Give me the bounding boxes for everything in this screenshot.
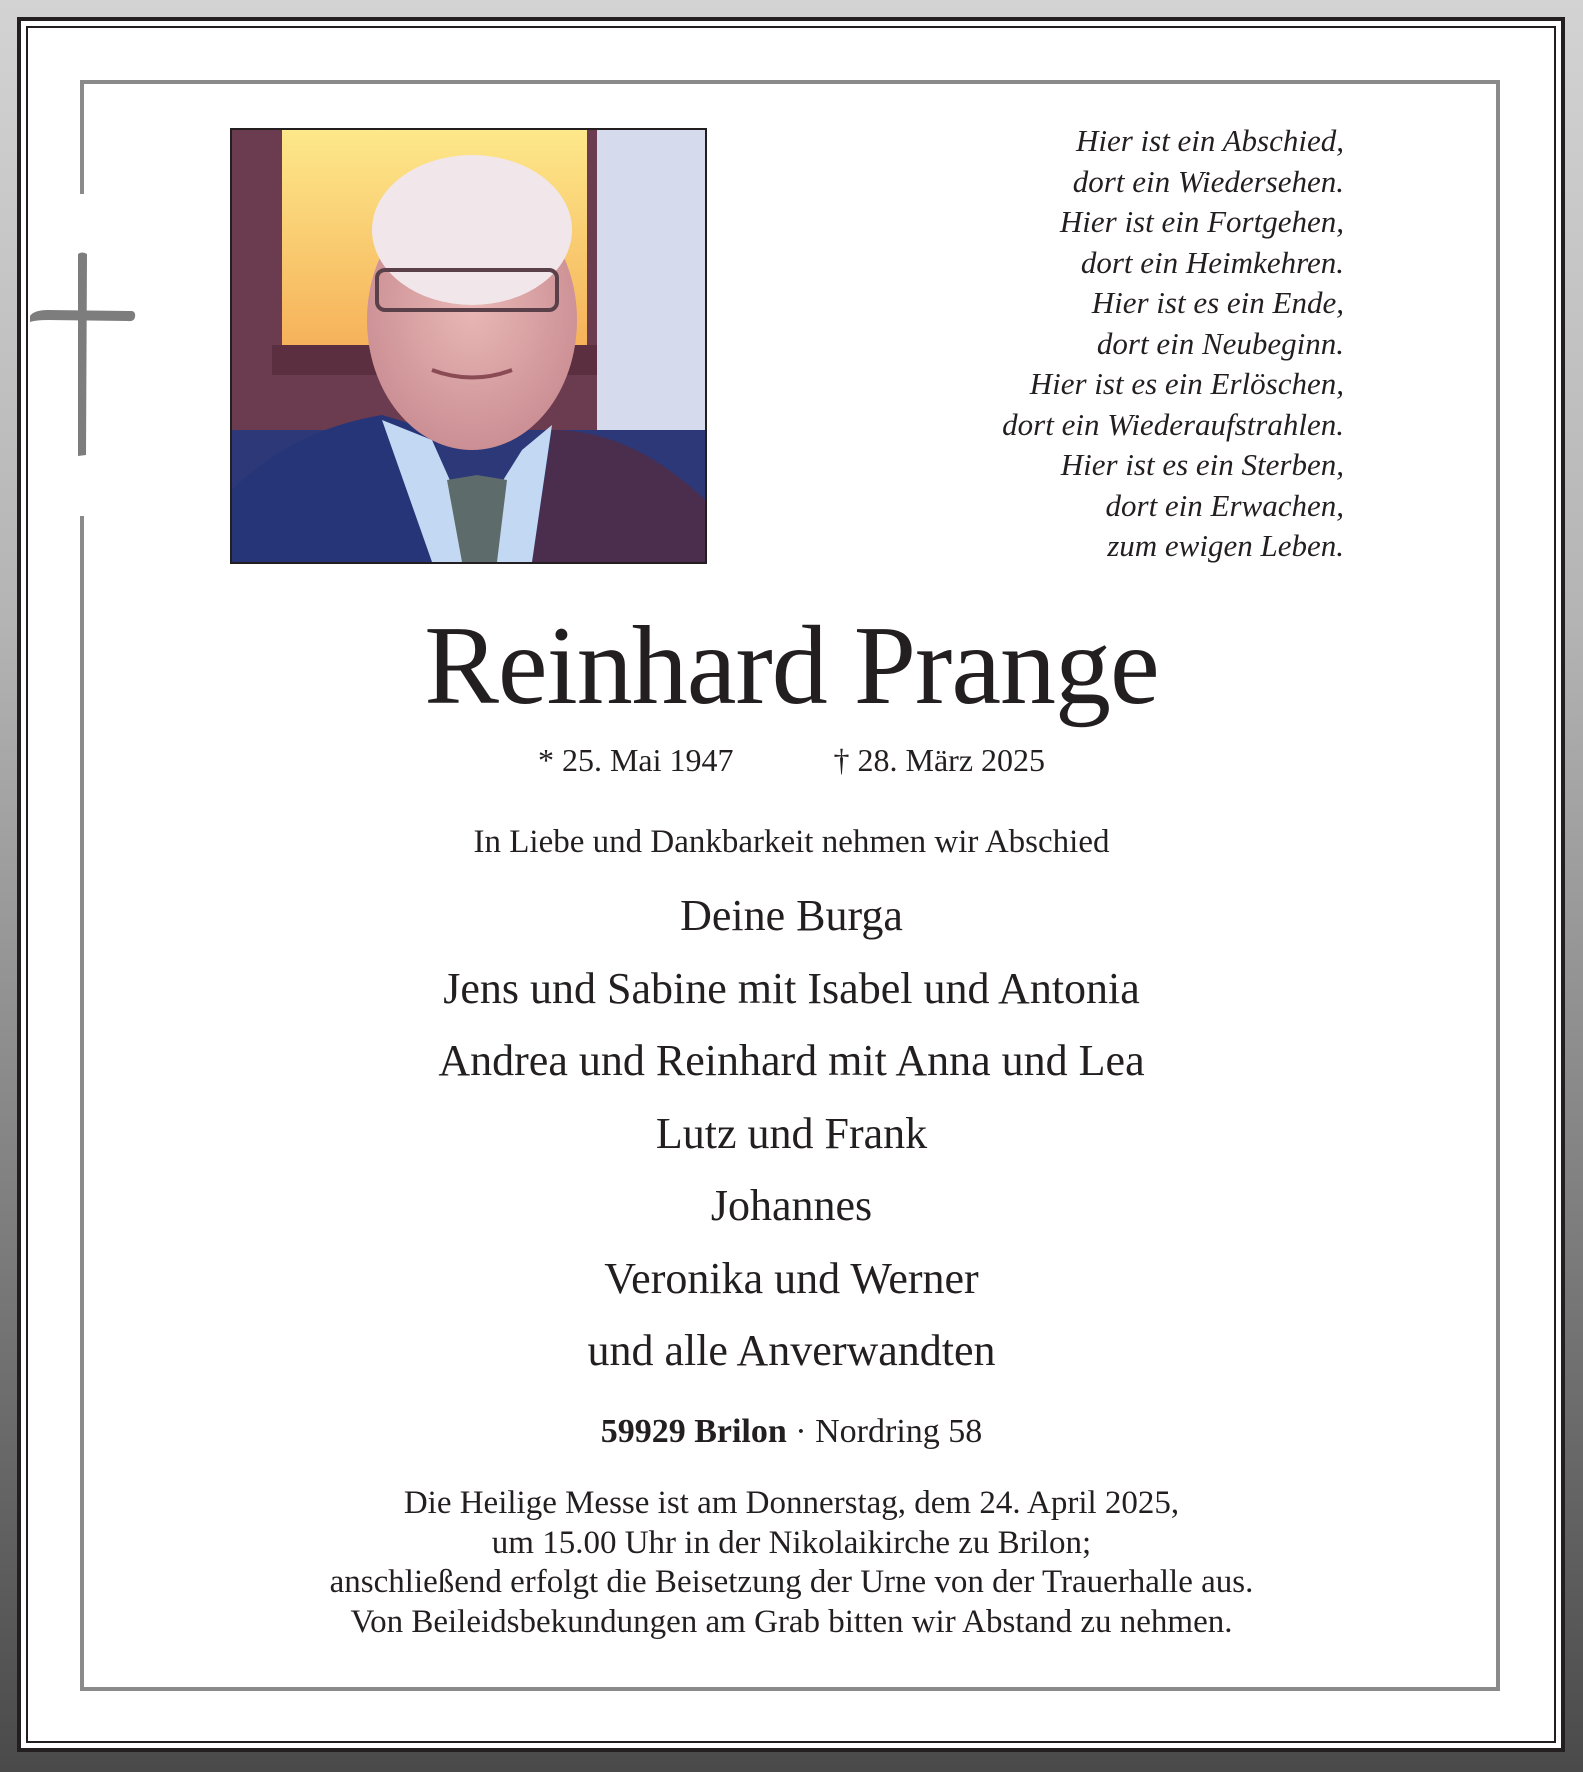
poem-line: Hier ist ein Abschied, <box>1075 123 1344 158</box>
poem <box>1002 121 1344 567</box>
mourner-line: Deine Burga <box>680 891 903 940</box>
mourner-line: Lutz und Frank <box>655 1108 928 1158</box>
poem-line: zum ewigen Leben. <box>1107 528 1344 563</box>
address-separator: · <box>786 1413 816 1450</box>
mourner-line: Johannes <box>710 1181 873 1230</box>
poem-line: dort ein Erwachen, <box>1105 487 1344 523</box>
gray-frame-left-upper <box>80 80 84 194</box>
gray-frame-bottom <box>80 1687 1500 1691</box>
service-line: um 15.00 Uhr in der Nikolaikirche zu Brilon; <box>491 1524 1092 1561</box>
address-street: Nordring 58 <box>815 1413 983 1450</box>
address <box>0 1412 1583 1452</box>
service-line: anschließend erfolgt die Beisetzung der Urne von der Trauerhalle aus. <box>329 1564 1254 1601</box>
poem-line: dort ein Wiedersehen. <box>1072 163 1344 199</box>
poem-line: Hier ist es ein Erlöschen, <box>1029 366 1344 401</box>
poem-line: dort ein Neubeginn. <box>1096 325 1344 361</box>
deceased-name: Reinhard Prange <box>424 604 1159 728</box>
farewell-intro: In Liebe und Dankbarkeit nehmen wir Abschied <box>473 824 1110 860</box>
mourner-line: und alle Anverwandten <box>587 1326 996 1375</box>
gray-frame-top <box>80 80 1500 84</box>
life-dates <box>0 740 1583 780</box>
mourner-line: Veronika und Werner <box>604 1253 979 1303</box>
cross-icon <box>28 250 138 460</box>
mourners-list <box>0 880 1583 1388</box>
poem-line: dort ein Wiederaufstrahlen. <box>1002 406 1344 442</box>
mourner-line: Jens und Sabine mit Isabel und Antonia <box>443 963 1140 1013</box>
service-line: Von Beileidsbekundungen am Grab bitten wir Abstand zu nehmen. <box>350 1604 1233 1641</box>
portrait-photo <box>230 128 707 564</box>
poem-line: Hier ist es ein Sterben, <box>1060 447 1344 482</box>
poem-line: Hier ist ein Fortgehen, <box>1059 204 1344 239</box>
poem-line: dort ein Heimkehren. <box>1080 244 1344 280</box>
address-city: 59929 Brilon <box>600 1413 787 1450</box>
service-info <box>0 1484 1583 1643</box>
service-line: Die Heilige Messe ist am Donnerstag, dem 24. April 2025, <box>403 1485 1180 1521</box>
mourner-line: Andrea und Reinhard mit Anna und Lea <box>438 1036 1145 1085</box>
poem-line: Hier ist es ein Ende, <box>1091 285 1344 320</box>
birth-date: * 25. Mai 1947 <box>537 742 734 778</box>
death-date: † 28. März 2025 <box>833 742 1046 778</box>
